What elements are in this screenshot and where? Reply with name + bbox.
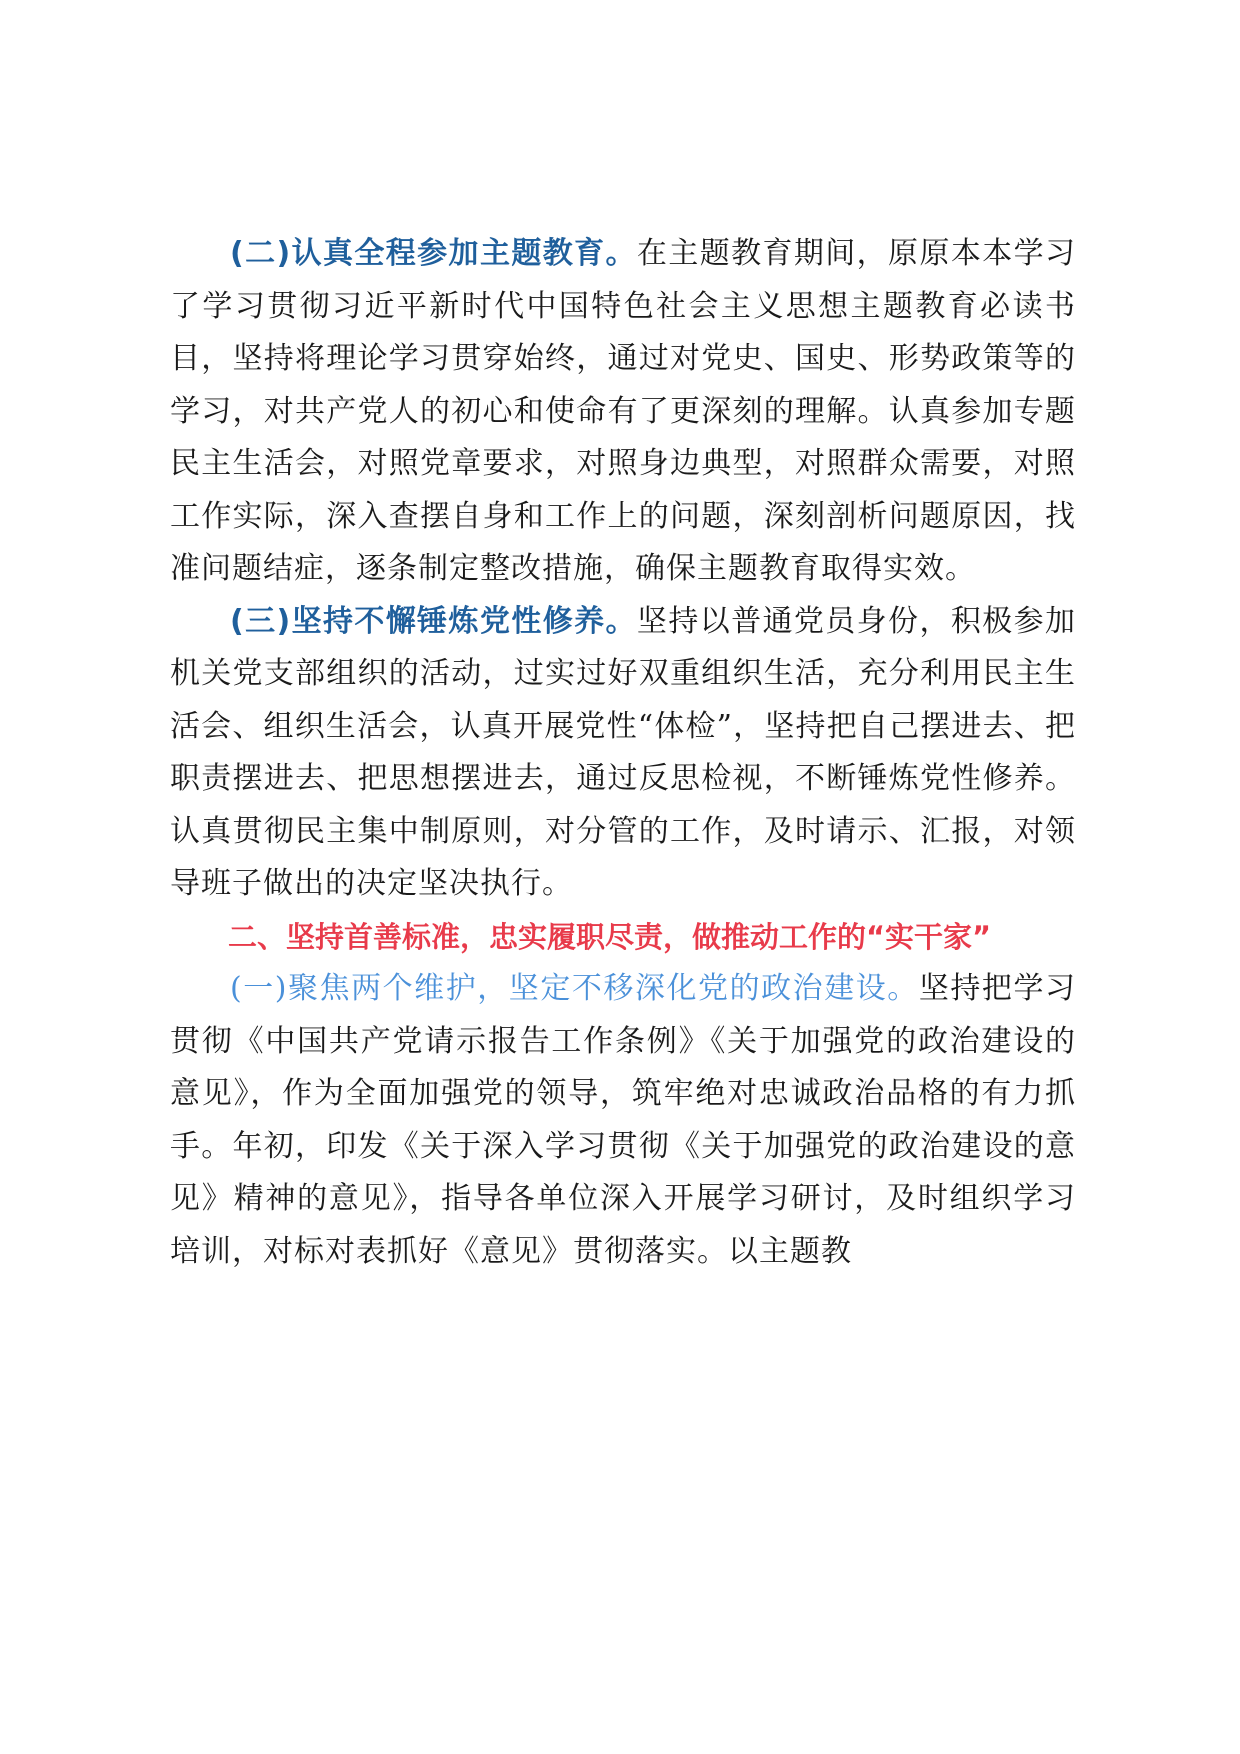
paragraph-political-building	[170, 963, 1076, 1278]
subsection-heading-3: (三)坚持不懈锤炼党性修养。	[230, 603, 637, 639]
paragraph-participate-education	[170, 228, 1076, 596]
document-page	[170, 228, 1076, 1278]
paragraph-body: 在主题教育期间，原原本本学习了学习贯彻习近平新时代中国特色社会主义思想主题教育必读书目，坚持将理论学习贯穿始终，通过对党史、国史、形势政策等的学习，对共产党人的初心和使命有了更深刻的理解。认真参加专题民主生活会，对照党章要求，对照身边典型，对照群众需要，对照工作实际，深入查摆自身和工作上的问题，深刻剖析问题原因，找准问题结症，逐条制定整改措施，确保主题教育取得实效。	[170, 236, 1077, 586]
paragraph-body: 坚持以普通党员身份，积极参加机关党支部组织的活动，过实过好双重组织生活，充分利用民主生活会、组织生活会，认真开展党性“体检”，坚持把自己摆进去、把职责摆进去、把思想摆进去，通过反思检视，不断锤炼党性修养。认真贯彻民主集中制原则，对分管的工作，及时请示、汇报，对领导班子做出的决定坚决执行。	[170, 603, 1077, 901]
subsection-heading-1: (一)聚焦两个维护，坚定不移深化党的政治建设。	[230, 971, 919, 1006]
section-heading-2: 二、坚持首善标准，忠实履职尽责，做推动工作的“实干家”	[228, 919, 992, 954]
paragraph-party-spirit	[170, 596, 1076, 911]
paragraph-body: 坚持把学习贯彻《中国共产党请示报告工作条例》《关于加强党的政治建设的意见》，作为全面加强党的领导，筑牢绝对忠诚政治品格的有力抓手。年初，印发《关于深入学习贯彻《关于加强党的政治建设的意见》精神的意见》，指导各单位深入开展学习研讨，及时组织学习培训，对标对表抓好《意见》贯彻落实。以主题教	[170, 971, 1076, 1269]
subsection-heading-2: (二)认真全程参加主题教育。	[230, 236, 637, 271]
